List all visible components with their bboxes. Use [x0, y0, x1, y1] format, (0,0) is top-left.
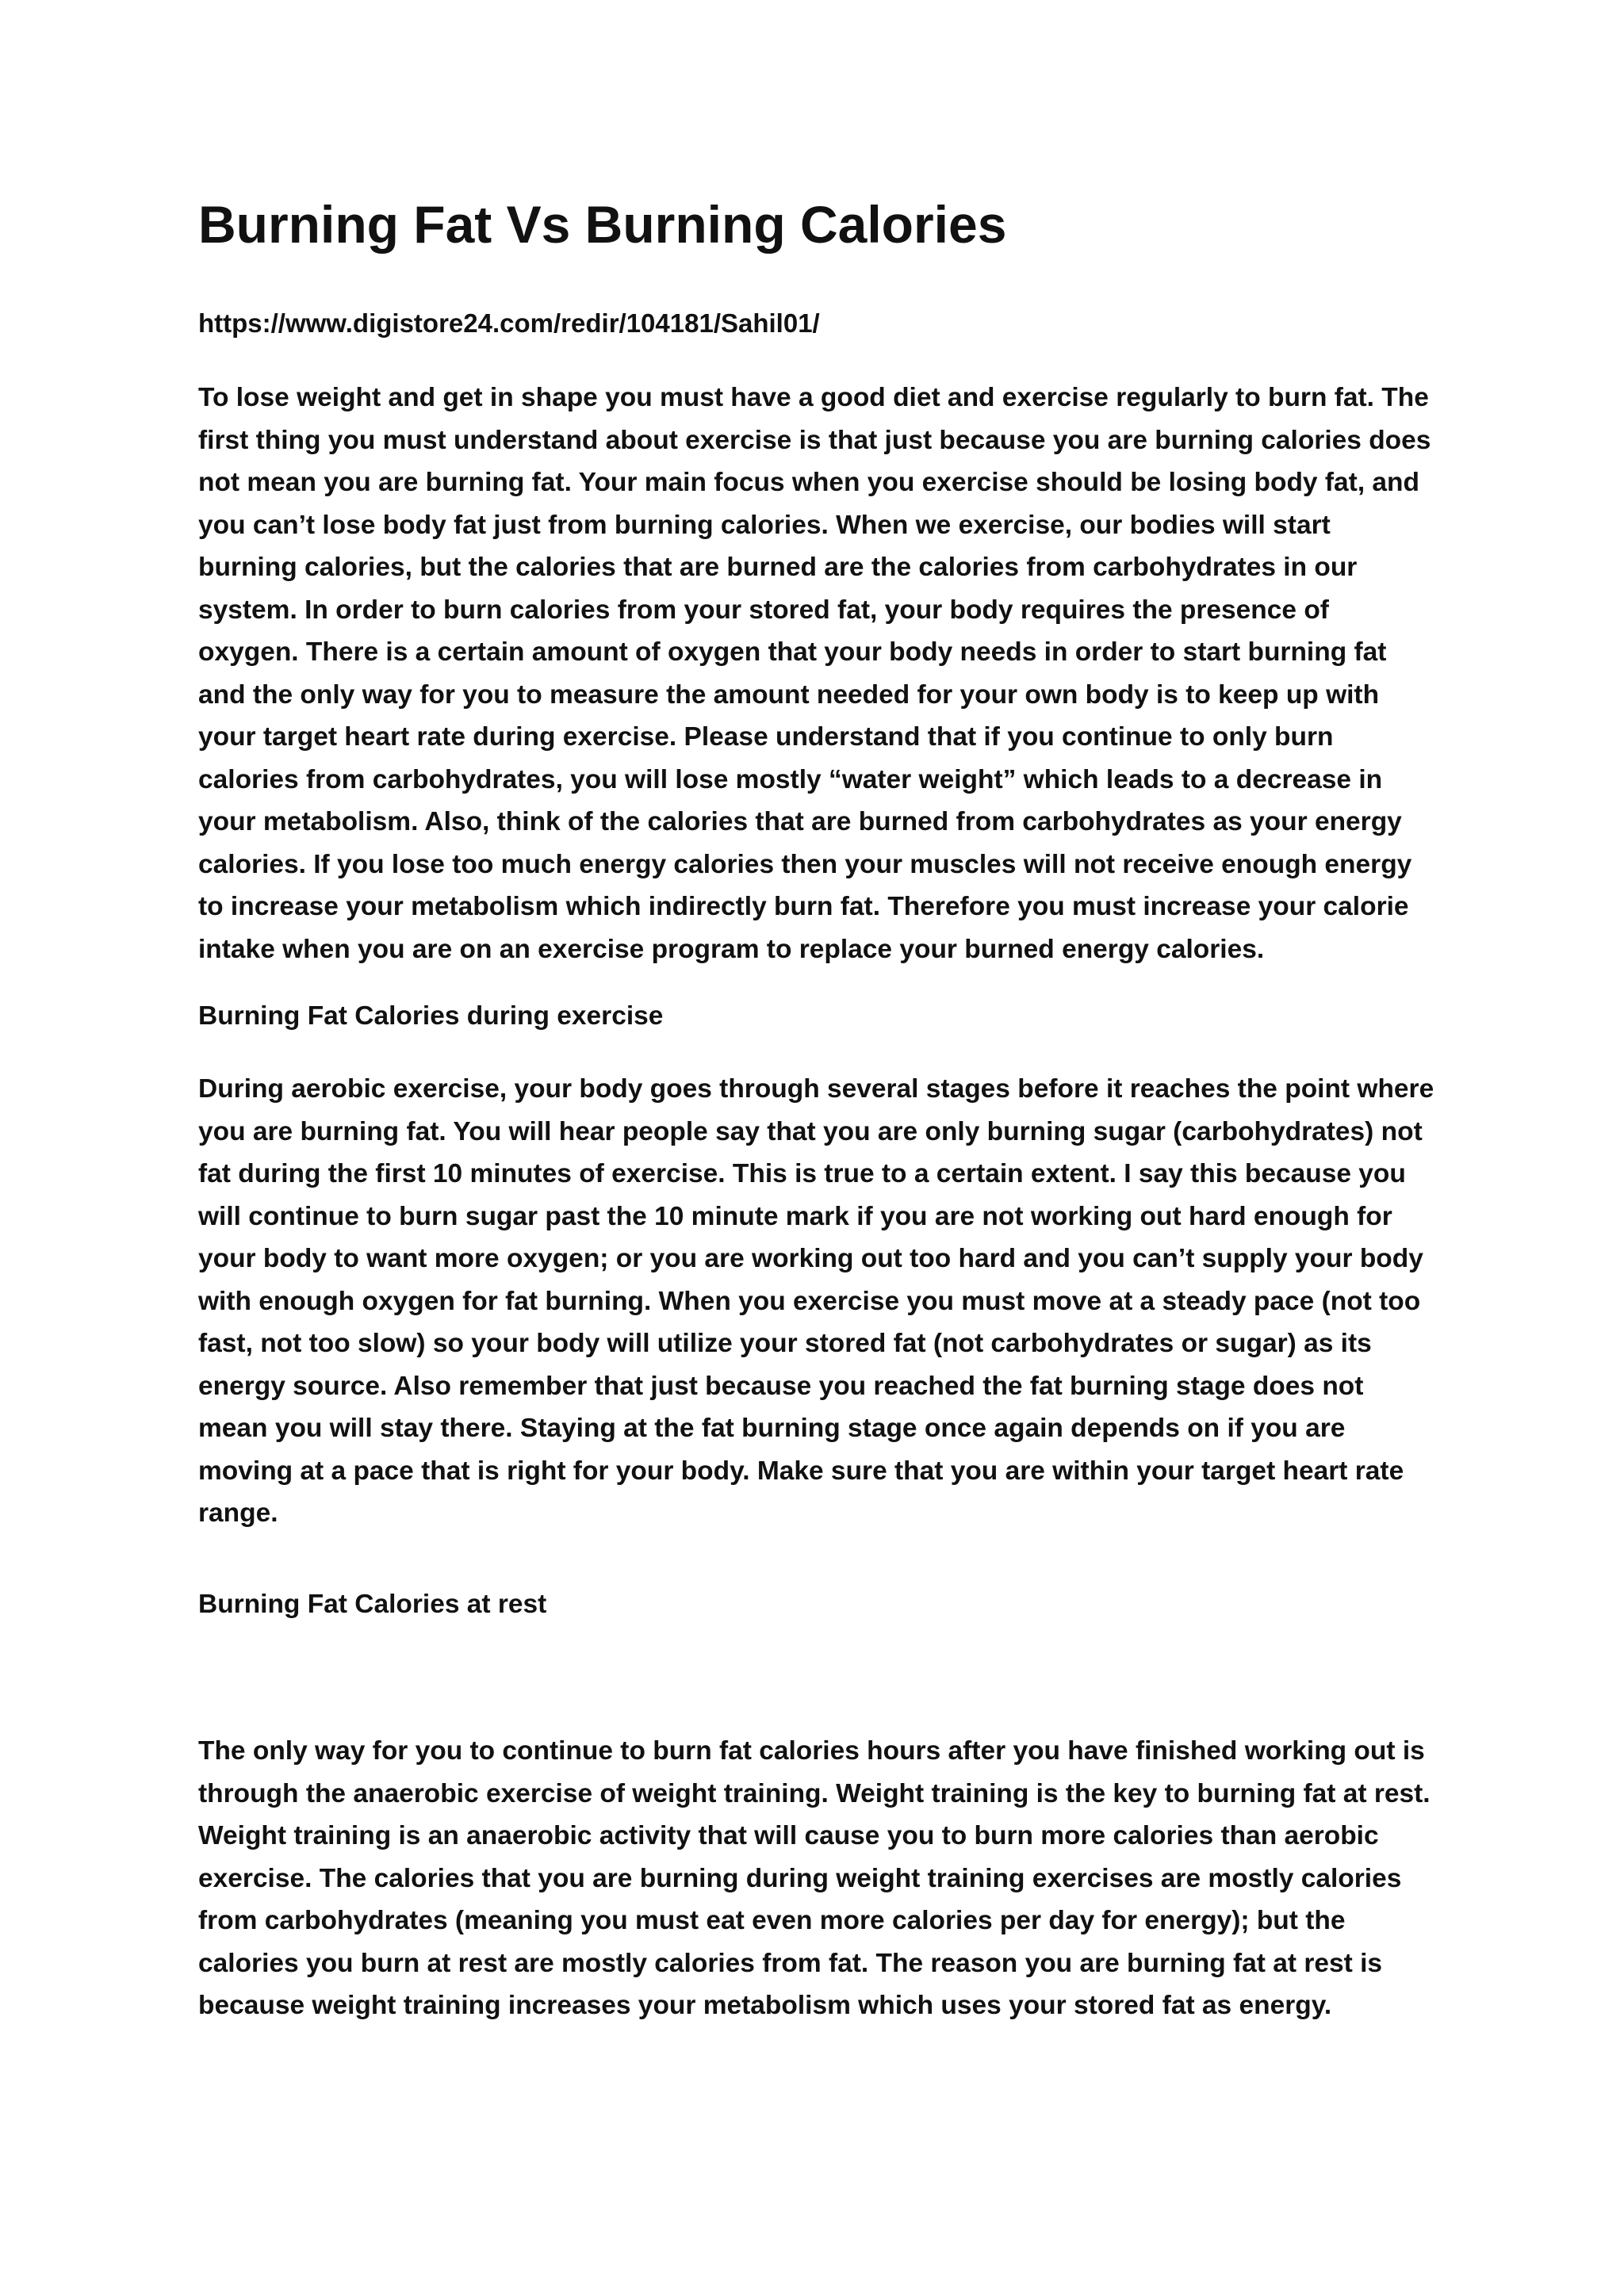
- during-exercise-paragraph: During aerobic exercise, your body goes through several stages before it reaches the point where you are burning fat. You will hear people say that you are only burning sugar (carbohydrates) not fat during the first 10 minutes of exercise. This is true to a certain extent. I say this because you will continue to burn sugar past the 10 minute mark if you are not working out hard enough for your body to want more oxygen; or you are working out too hard and you can’t supply your body with enough oxygen for fat burning. When you exercise you must move at a steady pace (not too fast, not too slow) so your body will utilize your stored fat (not carbohydrates or sugar) as its energy source. Also remember that just because you reached the fat burning stage does not mean you will stay there. Staying at the fat burning stage once again depends on if you are moving at a pace that is right for your body. Make sure that you are within your target heart rate range.: [198, 1074, 1434, 1528]
- intro-paragraph: To lose weight and get in shape you must have a good diet and exercise regularly to burn fat. The first thing you must understand about exercise is that just because you are burning calories does not mean you are burning fat. Your main focus when you exercise should be losing body fat, and you can’t lose body fat just from burning calories. When we exercise, our bodies will start burning calories, but the calories that are burned are the calories from carbohydrates in our system. In order to burn calories from your stored fat, your body requires the presence of oxygen. There is a certain amount of oxygen that your body needs in order to start burning fat and the only way for you to measure the amount needed for your own body is to keep up with your target heart rate during exercise. Please understand that if you continue to only burn calories from carbohydrates, you will lose mostly “water weight” which leads to a decrease in your metabolism. Also, think of the calories that are burned from carbohydrates as your energy calories. If you lose too much energy calories then your muscles will not receive enough energy to increase your metabolism which indirectly burn fat. Therefore you must increase your calorie intake when you are on an exercise program to replace your burned energy calories.: [198, 383, 1431, 964]
- section-heading-at-rest: Burning Fat Calories at rest: [198, 1590, 547, 1619]
- section-heading-during-exercise: Burning Fat Calories during exercise: [198, 1001, 664, 1031]
- at-rest-paragraph: The only way for you to continue to burn fat calories hours after you have finished working out is through the anaerobic exercise of weight training. Weight training is the key to burning fat at rest. Weight training is an anaerobic activity that will cause you to burn more calories than aerobic exercise. The calories that you are burning during weight training exercises are mostly calories from carbohydrates (meaning you must eat even more calories per day for energy); but the calories you burn at rest are mostly calories from fat. The reason you are burning fat at rest is because weight training increases your metabolism which uses your stored fat as energy.: [198, 1736, 1431, 2020]
- affiliate-link-text: https://www.digistore24.com/redir/104181/Sahil01/: [198, 308, 820, 338]
- document-title: Burning Fat Vs Burning Calories: [198, 195, 1007, 254]
